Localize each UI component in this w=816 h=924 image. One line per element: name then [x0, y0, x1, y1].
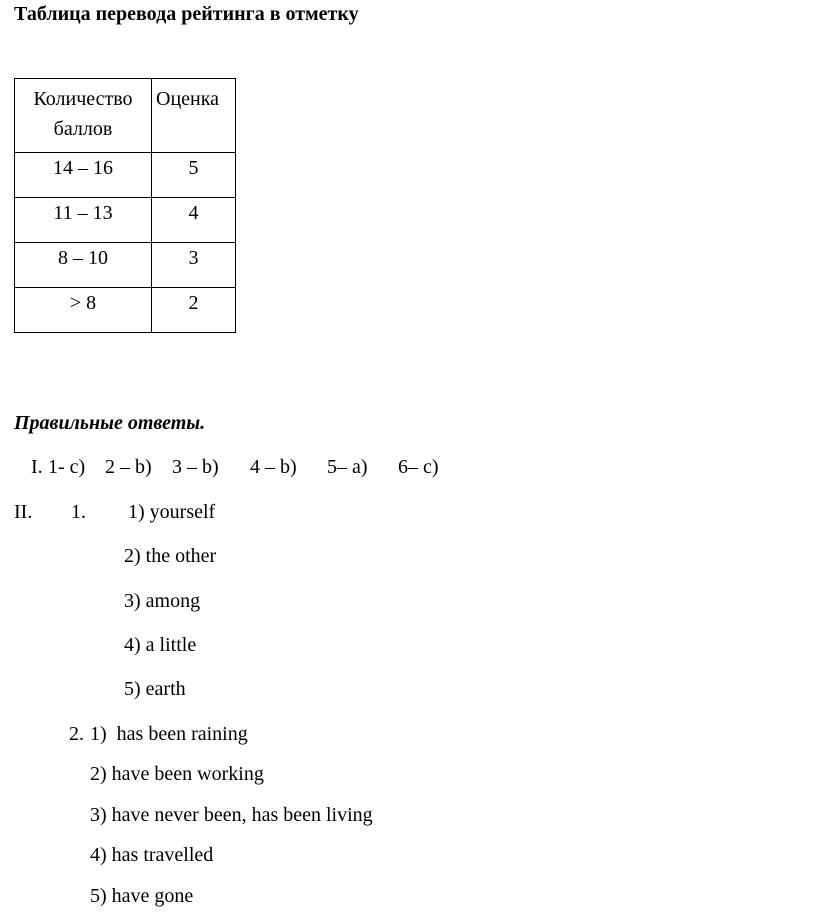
column-header-points	[15, 79, 152, 153]
column-header-points-line2: баллов	[53, 118, 113, 140]
points-range-cell: > 8	[15, 288, 152, 333]
points-range-cell: 8 – 10	[15, 243, 152, 288]
part1-answer: 3) among	[124, 590, 201, 612]
section1-answer: 2 – b)	[105, 456, 152, 478]
table-row	[15, 198, 236, 243]
answers-title: Правильные ответы.	[14, 412, 206, 434]
points-range-cell: 11 – 13	[15, 198, 152, 243]
column-header-points-line1: Количество	[33, 88, 133, 110]
section1-label: I.	[31, 456, 43, 478]
table-row	[15, 288, 236, 333]
part1-answer: 2) the other	[124, 545, 217, 567]
grade-cell: 5	[152, 153, 236, 198]
table-row	[15, 153, 236, 198]
part1-answer: 1) yourself	[128, 501, 216, 523]
section2-part1-label: 1.	[71, 501, 86, 523]
part2-answer: 2) have been working	[90, 763, 264, 785]
grade-cell: 4	[152, 198, 236, 243]
part2-answer: 4) has travelled	[90, 844, 214, 866]
part2-answer: 5) have gone	[90, 885, 194, 907]
section1-answer: 6– c)	[398, 456, 439, 478]
table-row	[15, 243, 236, 288]
part2-answer: 3) have never been, has been living	[90, 804, 373, 826]
part2-answer: 1) has been raining	[90, 723, 248, 745]
section2-label: II.	[14, 501, 33, 523]
grade-conversion-table	[14, 78, 236, 333]
part1-answer: 5) earth	[124, 678, 186, 700]
points-range-cell: 14 – 16	[15, 153, 152, 198]
section2-part2-label: 2.	[69, 723, 84, 745]
section1-answer: 4 – b)	[250, 456, 297, 478]
grade-cell: 3	[152, 243, 236, 288]
column-header-grade: Оценка	[152, 79, 236, 153]
section1-answer: 1- c)	[48, 456, 86, 478]
page-title: Таблица перевода рейтинга в отметку	[14, 3, 359, 25]
section1-answer: 5– a)	[327, 456, 368, 478]
section1-answer: 3 – b)	[172, 456, 219, 478]
part1-answer: 4) a little	[124, 634, 197, 656]
table-header-row	[15, 79, 236, 153]
grade-cell: 2	[152, 288, 236, 333]
